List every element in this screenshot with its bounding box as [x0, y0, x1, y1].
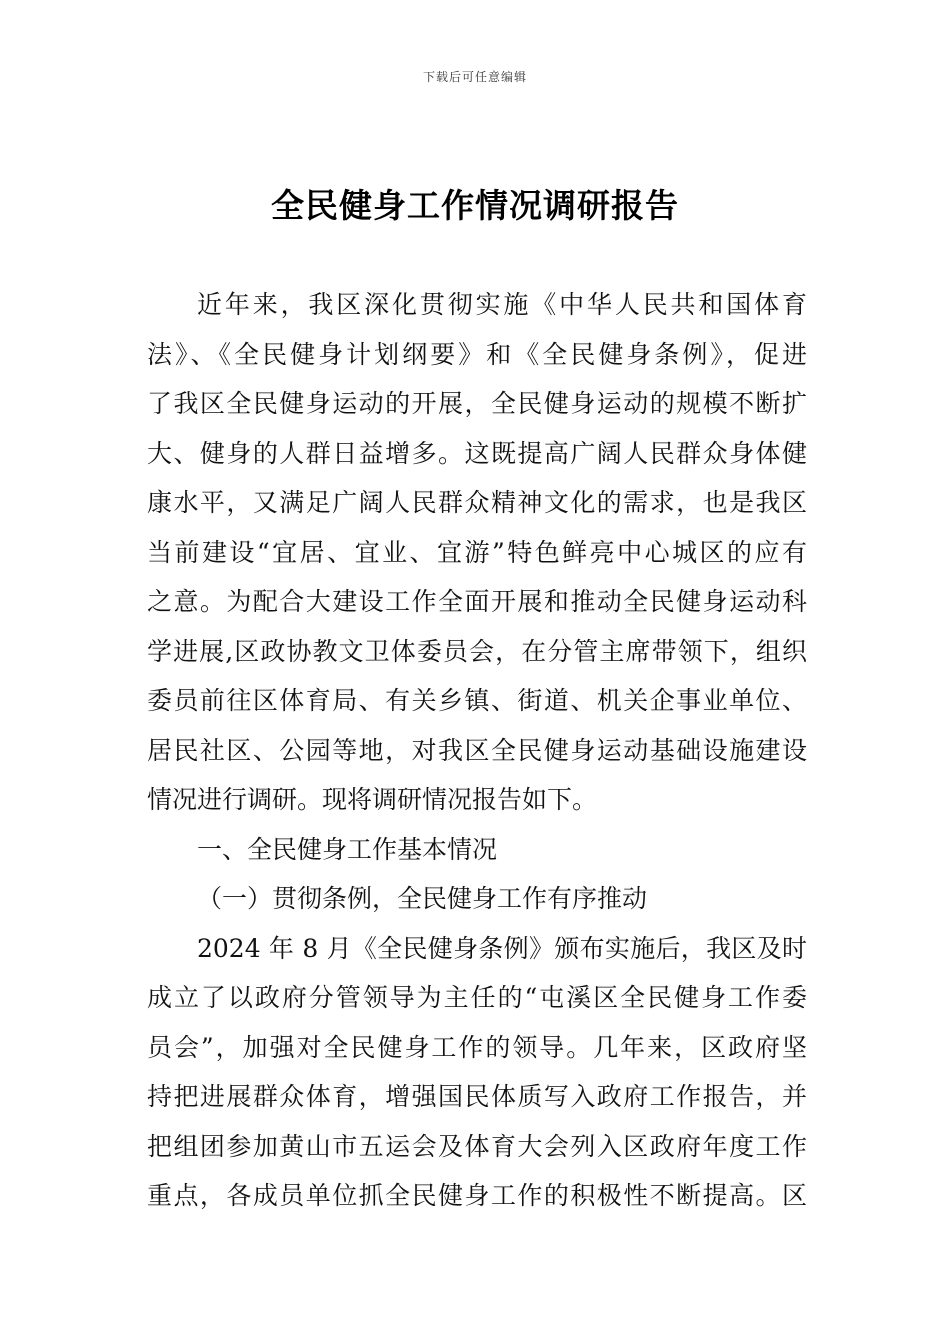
- paragraph-line: 重点，各成员单位抓全民健身工作的积极性不断提高。区: [147, 1181, 807, 1210]
- paragraph-line: 居民社区、公园等地，对我区全民健身运动基础设施建设: [147, 735, 807, 765]
- paragraph-line: 持把进展群众体育，增强国民体质写入政府工作报告，并: [147, 1082, 807, 1111]
- paragraph-line: 把组团参加黄山市五运会及体育大会列入区政府年度工作: [147, 1131, 807, 1161]
- paragraph-line: 2024 年 8 月《全民健身条例》颁布实施后，我区及时: [197, 933, 807, 963]
- paragraph-line: 员会”，加强对全民健身工作的领导。几年来，区政府坚: [147, 1032, 807, 1062]
- paragraph-line: 当前建设“宜居、宜业、宜游”特色鲜亮中心城区的应有: [147, 537, 807, 567]
- paragraph-line: 学进展,区政协教文卫体委员会，在分管主席带领下，组织: [147, 636, 807, 666]
- paragraph-line: 情况进行调研。现将调研情况报告如下。: [147, 785, 598, 814]
- subsection-heading: （一）贯彻条例，全民健身工作有序推动: [197, 884, 648, 913]
- document-title: 全民健身工作情况调研报告: [271, 186, 679, 225]
- header-note: 下载后可任意编辑: [422, 70, 527, 84]
- paragraph-line: 法》、《全民健身计划纲要》和《全民健身条例》，促进: [147, 339, 807, 369]
- paragraph-line: 大、健身的人群日益增多。这既提高广阔人民群众身体健: [147, 438, 807, 468]
- paragraph-line: 之意。为配合大建设工作全面开展和推动全民健身运动科: [147, 587, 807, 616]
- paragraph-line: 了我区全民健身运动的开展，全民健身运动的规模不断扩: [147, 389, 807, 418]
- paragraph-line: 康水平，又满足广阔人民群众精神文化的需求，也是我区: [147, 488, 807, 517]
- document-body: [147, 280, 807, 1221]
- paragraph-line: 成立了以政府分管领导为主任的“屯溪区全民健身工作委: [147, 983, 807, 1012]
- paragraph-line: 近年来，我区深化贯彻实施《中华人民共和国体育: [197, 290, 807, 319]
- section-heading: 一、全民健身工作基本情况: [197, 834, 498, 864]
- paragraph-line: 委员前往区体育局、有关乡镇、街道、机关企事业单位、: [147, 686, 807, 715]
